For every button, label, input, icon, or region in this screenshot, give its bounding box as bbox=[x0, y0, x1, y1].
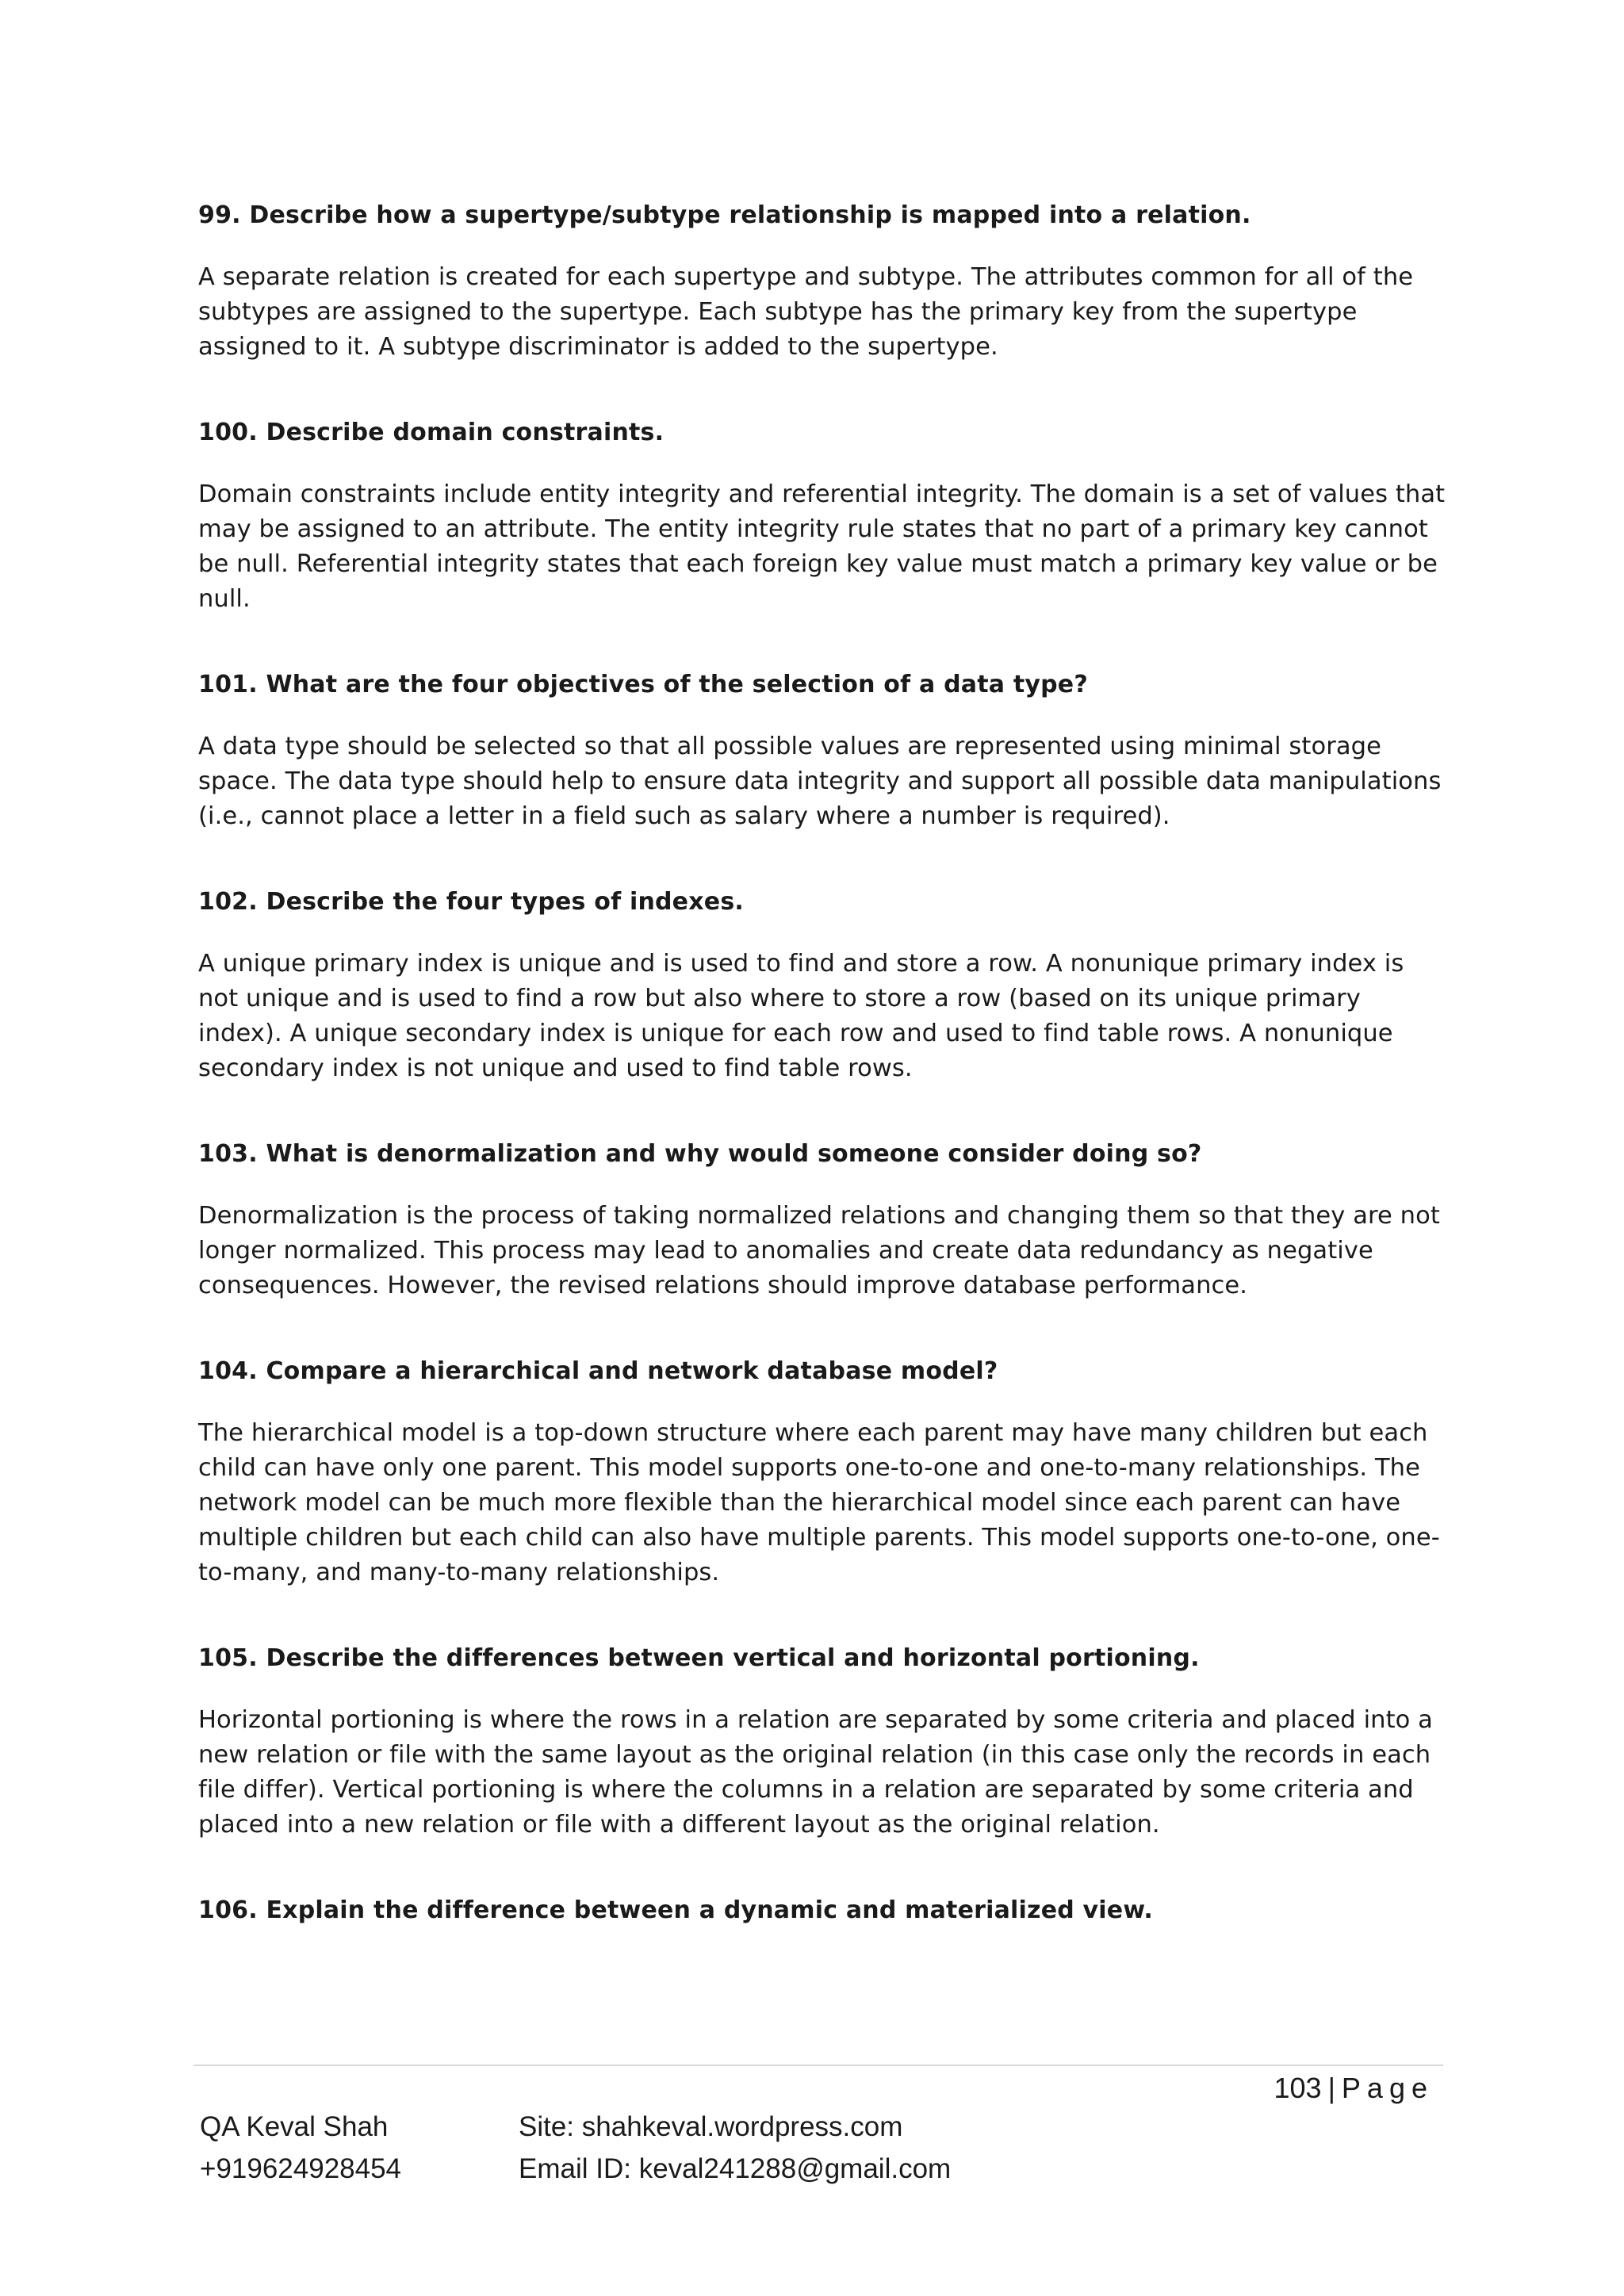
qa-item-103 bbox=[198, 1137, 1451, 1303]
footer-divider bbox=[193, 2064, 1443, 2066]
qa-item-100 bbox=[198, 415, 1451, 617]
question-heading: 101. What are the four objectives of the selection of a data type? bbox=[198, 671, 1088, 698]
qa-item-106 bbox=[198, 1893, 1451, 1928]
qa-item-102 bbox=[198, 885, 1451, 1086]
qa-item-99 bbox=[198, 198, 1451, 365]
footer-site: Site: shahkeval.wordpress.com bbox=[519, 2111, 903, 2142]
question-heading: 103. What is denormalization and why would someone consider doing so? bbox=[198, 1140, 1202, 1168]
footer-author: QA Keval Shah bbox=[200, 2111, 389, 2142]
qa-item-101 bbox=[198, 668, 1451, 834]
answer-paragraph: Horizontal portioning is where the rows in a relation are separated by some criteria and placed into a new relation or file with the same layout as the original relation (in this case only the records in each file differ). Vertical portioning is where the columns in a relation are separated by some criteria and placed into a new relation or file with a different layout as the original relation. bbox=[198, 1706, 1433, 1839]
answer-paragraph: A unique primary index is unique and is used to find and store a row. A nonunique primary index is not unique and is used to find a row but also where to store a row (based on its unique primary index). A unique secondary index is unique for each row and used to find table rows. A nonunique secondary index is not unique and used to find table rows. bbox=[198, 950, 1404, 1082]
page-number bbox=[1274, 2071, 1434, 2106]
question-heading: 105. Describe the differences between vertical and horizontal portioning. bbox=[198, 1644, 1200, 1672]
page-word: Page bbox=[1341, 2072, 1434, 2104]
footer-email: Email ID: keval241288@gmail.com bbox=[519, 2153, 952, 2184]
answer-paragraph: Domain constraints include entity integrity and referential integrity. The domain is a set of values that may be assigned to an attribute. The entity integrity rule states that no part of a primary key cannot be null. Referential integrity states that each foreign key value must match a primary key value or be null. bbox=[198, 480, 1446, 613]
footer-contact-left bbox=[200, 2106, 401, 2190]
question-heading: 100. Describe domain constraints. bbox=[198, 419, 665, 446]
answer-paragraph: Denormalization is the process of taking normalized relations and changing them so that they are not longer normalized. This process may lead to anomalies and create data redundancy as negative consequences. However, the revised relations should improve database performance. bbox=[198, 1202, 1440, 1299]
question-heading: 99. Describe how a supertype/subtype relationship is mapped into a relation. bbox=[198, 201, 1251, 229]
question-heading: 104. Compare a hierarchical and network database model? bbox=[198, 1357, 998, 1385]
qa-item-104 bbox=[198, 1354, 1451, 1590]
question-heading: 106. Explain the difference between a dynamic and materialized view. bbox=[198, 1896, 1153, 1924]
footer-phone: +919624928454 bbox=[200, 2153, 402, 2184]
page-number-separator: | bbox=[1327, 2072, 1335, 2104]
page-number-value: 103 bbox=[1274, 2072, 1322, 2104]
document-body bbox=[198, 198, 1451, 1979]
answer-paragraph: A separate relation is created for each supertype and subtype. The attributes common for all of the subtypes are assigned to the supertype. Each subtype has the primary key from the supertype assigned to it. A subtype discriminator is added to the supertype. bbox=[198, 263, 1414, 361]
question-heading: 102. Describe the four types of indexes. bbox=[198, 888, 744, 916]
qa-item-105 bbox=[198, 1641, 1451, 1843]
answer-paragraph: A data type should be selected so that all possible values are represented using minimal storage space. The data type should help to ensure data integrity and support all possible data manipulations (i.e., cannot place a letter in a field such as salary where a number is required). bbox=[198, 733, 1442, 830]
answer-paragraph: The hierarchical model is a top-down structure where each parent may have many children but each child can have only one parent. This model supports one-to-one and one-to-many relationships. The network model can be much more flexible than the hierarchical model since each parent can have multiple children but each child can also have multiple parents. This model supports one-to-one, one-to-many, and many-to-many relationships. bbox=[198, 1419, 1440, 1586]
footer-contact-right bbox=[519, 2106, 951, 2190]
